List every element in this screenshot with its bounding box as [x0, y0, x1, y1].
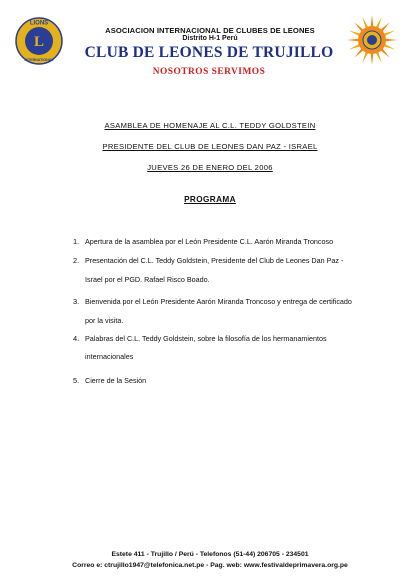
list-item-number: 2. [73, 256, 80, 265]
logo-center-letter: L [33, 34, 45, 50]
programa-heading: PROGRAMA [184, 195, 236, 204]
list-item-number: 1. [73, 237, 80, 246]
list-item-text: Presentación del C.L. Teddy Goldstein, Presidente del Club de Leones Dan Paz - [85, 256, 344, 265]
sun-emblem-icon [346, 14, 398, 66]
list-item-text: Apertura de la asamblea por el León Presidente C.L. Aarón Miranda Troncoso [85, 237, 334, 246]
list-item-text: Bienvenida por el León Presidente Aarón Miranda Troncoso y entrega de certificado [85, 297, 352, 306]
logo-bottom-text: INTERNATIONAL [24, 58, 54, 62]
footer-contact: Correo e: ctrujillo1947@telefonica.net.pe - Pag. web: www.festivaldeprimavera.org.pe [72, 562, 348, 569]
list-item-number: 3. [73, 297, 80, 306]
association-name: ASOCIACION INTERNACIONAL DE CLUBES DE LEONES [105, 26, 315, 35]
list-item-text: Cierre de la Sesión [85, 376, 147, 385]
logo-top-text: LIONS [29, 20, 49, 27]
club-name: CLUB DE LEONES DE TRUJILLO [84, 44, 334, 61]
district-label: Distrito H-1 Perú [182, 35, 238, 42]
list-item-number: 5. [73, 376, 80, 385]
lions-emblem-icon [14, 14, 64, 68]
footer-address: Estete 411 - Trujillo / Perú - Telefonos (51-44) 206705 - 234501 [111, 551, 309, 558]
event-subtitle: PRESIDENTE DEL CLUB DE LEONES DAN PAZ - ISRAEL [102, 142, 318, 151]
motto: NOSOTROS SERVIMOS [152, 67, 266, 77]
list-item-number: 4. [73, 334, 80, 343]
list-item-text: Israel por el PGD. Rafael Risco Boado. [85, 275, 210, 284]
list-item-text: Palabras del C.L. Teddy Goldstein, sobre la filosofía de los hermanamientos [85, 334, 327, 343]
list-item-text: por la visita. [85, 316, 124, 325]
event-title: ASAMBLEA DE HOMENAJE AL C.L. TEDDY GOLDSTEIN [104, 121, 316, 130]
list-item-text: internacionales [85, 352, 134, 361]
event-date: JUEVES 26 DE ENERO DEL 2006 [147, 163, 273, 172]
